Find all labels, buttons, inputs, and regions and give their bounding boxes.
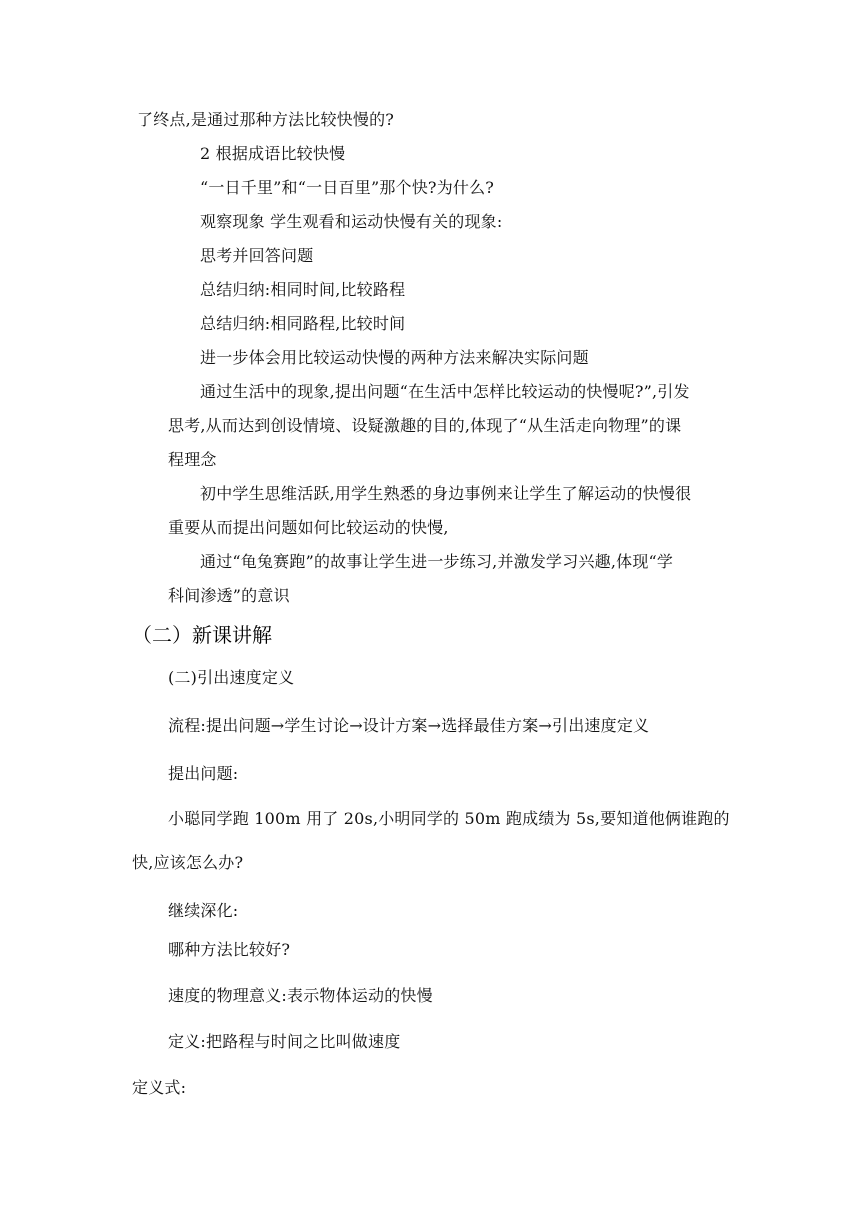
text-line: 进一步体会用比较运动快慢的两种方法来解决实际问题 — [200, 348, 589, 367]
text-line: 定义式: — [132, 1078, 187, 1097]
text-line: 速度的物理意义:表示物体运动的快慢 — [168, 986, 433, 1005]
text-line: 观察现象 学生观看和运动快慢有关的现象: — [200, 212, 503, 231]
section-heading: （二）新课讲解 — [132, 623, 272, 647]
text-line: 了终点,是通过那种方法比较快慢的? — [137, 110, 395, 129]
text-line: “一日千里”和“一日百里”那个快?为什么? — [200, 178, 495, 197]
text-line: 程理念 — [168, 450, 217, 469]
text-line: 通过“龟兔赛跑”的故事让学生进一步练习,并激发学习兴趣,体现“学 — [200, 552, 674, 571]
text-line: 2 根据成语比较快慢 — [200, 144, 346, 163]
text-line: 提出问题: — [168, 764, 239, 783]
text-line: 科间渗透”的意识 — [168, 586, 290, 605]
text-line: 总结归纳:相同路程,比较时间 — [200, 314, 406, 333]
text-line: 初中学生思维活跃,用学生熟悉的身边事例来让学生了解运动的快慢很 — [200, 484, 692, 503]
text-line: 重要从而提出问题如何比较运动的快慢, — [168, 518, 449, 537]
text-line: 哪种方法比较好? — [168, 940, 291, 959]
text-line: 快,应该怎么办? — [132, 853, 244, 872]
text-line: 流程:提出问题→学生讨论→设计方案→选择最佳方案→引出速度定义 — [168, 716, 650, 735]
text-line: 小聪同学跑 100m 用了 20s,小明同学的 50m 跑成绩为 5s,要知道他俩谁跑的 — [168, 809, 730, 828]
text-line: 通过生活中的现象,提出问题“在生活中怎样比较运动的快慢呢?”,引发 — [200, 382, 690, 401]
text-line: 总结归纳:相同时间,比较路程 — [200, 280, 406, 299]
text-line: 思考,从而达到创设情境、设疑激趣的目的,体现了“从生活走向物理”的课 — [168, 416, 682, 435]
text-line: 定义:把路程与时间之比叫做速度 — [168, 1032, 401, 1051]
text-line: (二)引出速度定义 — [168, 668, 295, 687]
text-line: 思考并回答问题 — [200, 246, 314, 265]
text-line: 继续深化: — [168, 901, 239, 920]
